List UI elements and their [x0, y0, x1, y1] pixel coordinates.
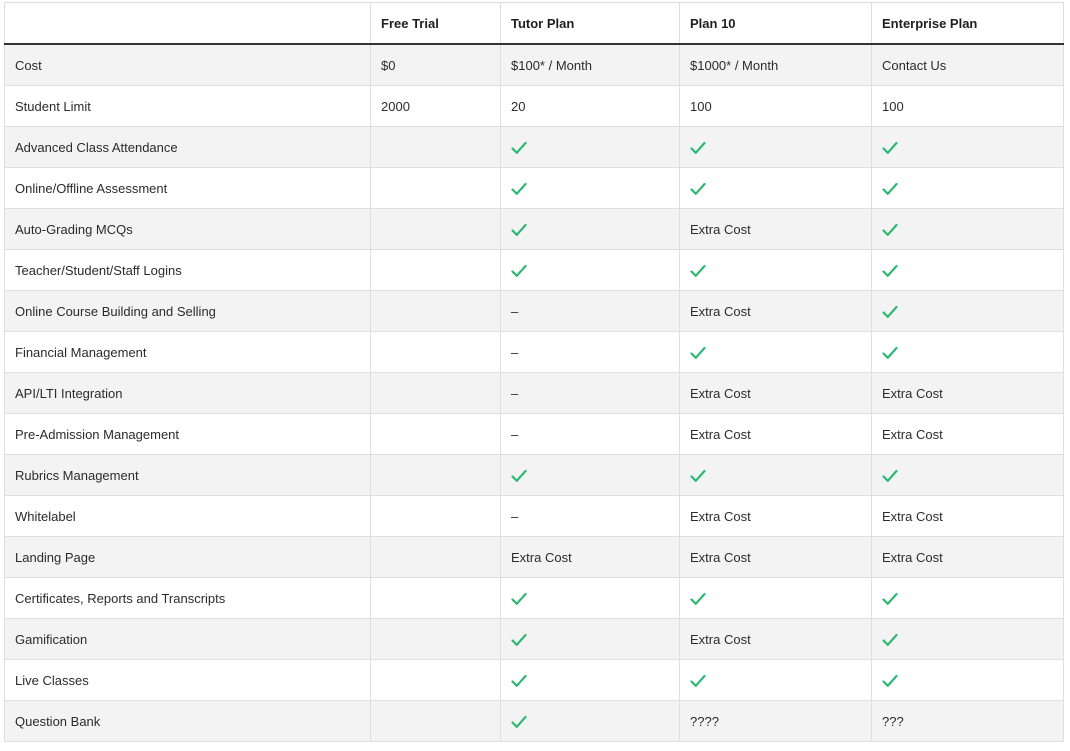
table-row	[5, 701, 1064, 742]
cell-value: $100* / Month	[511, 57, 592, 73]
check-icon	[882, 223, 898, 237]
cell-plan-10	[680, 168, 872, 209]
cell-tutor-plan	[501, 701, 680, 742]
cell-tutor-plan	[501, 127, 680, 168]
feature-label: Online/Offline Assessment	[5, 168, 371, 209]
cell-value: Extra Cost	[882, 385, 943, 401]
cell-plan-10	[680, 660, 872, 701]
cell-free-trial	[371, 332, 501, 373]
check-icon	[882, 674, 898, 688]
plan-comparison-table	[4, 2, 1064, 742]
cell-plan-10	[680, 209, 872, 250]
cell-plan-10	[680, 373, 872, 414]
cell-enterprise-plan	[872, 414, 1064, 455]
cell-enterprise-plan	[872, 291, 1064, 332]
cell-free-trial	[371, 291, 501, 332]
check-icon	[882, 182, 898, 196]
cell-plan-10	[680, 414, 872, 455]
cell-value: 20	[511, 98, 526, 114]
check-icon	[882, 633, 898, 647]
cell-value: Extra Cost	[690, 508, 751, 524]
cell-free-trial	[371, 86, 501, 127]
cell-plan-10	[680, 291, 872, 332]
cell-enterprise-plan	[872, 660, 1064, 701]
feature-label: Rubrics Management	[5, 455, 371, 496]
feature-label: Certificates, Reports and Transcripts	[5, 578, 371, 619]
cell-free-trial	[371, 496, 501, 537]
cell-tutor-plan	[501, 332, 680, 373]
cell-value: Extra Cost	[690, 303, 751, 319]
cell-tutor-plan	[501, 578, 680, 619]
cell-enterprise-plan	[872, 455, 1064, 496]
feature-label: API/LTI Integration	[5, 373, 371, 414]
cell-value: ???	[882, 713, 904, 729]
check-icon	[511, 633, 527, 647]
feature-label: Financial Management	[5, 332, 371, 373]
table-row	[5, 660, 1064, 701]
check-icon	[511, 469, 527, 483]
header-plan-10: Plan 10	[680, 3, 872, 45]
cell-value: Contact Us	[882, 57, 947, 73]
table-row	[5, 127, 1064, 168]
cell-enterprise-plan	[872, 127, 1064, 168]
cell-value: Extra Cost	[690, 426, 751, 442]
cell-plan-10	[680, 537, 872, 578]
table-row	[5, 86, 1064, 127]
dash-value: –	[511, 385, 519, 401]
table-row	[5, 168, 1064, 209]
cell-free-trial	[371, 660, 501, 701]
cell-free-trial	[371, 619, 501, 660]
table-row	[5, 332, 1064, 373]
cell-enterprise-plan	[872, 209, 1064, 250]
check-icon	[882, 469, 898, 483]
check-icon	[882, 264, 898, 278]
cell-plan-10	[680, 619, 872, 660]
cell-tutor-plan	[501, 168, 680, 209]
header-free-trial: Free Trial	[371, 3, 501, 45]
check-icon	[511, 182, 527, 196]
table-row	[5, 496, 1064, 537]
cell-enterprise-plan	[872, 701, 1064, 742]
cell-enterprise-plan	[872, 250, 1064, 291]
cell-free-trial	[371, 537, 501, 578]
cell-free-trial	[371, 250, 501, 291]
cell-enterprise-plan	[872, 332, 1064, 373]
cell-plan-10	[680, 455, 872, 496]
table-row	[5, 619, 1064, 660]
cell-value: Extra Cost	[882, 426, 943, 442]
check-icon	[511, 592, 527, 606]
cell-plan-10	[680, 127, 872, 168]
cell-plan-10	[680, 496, 872, 537]
dash-value: –	[511, 344, 519, 360]
table-row	[5, 373, 1064, 414]
table-row	[5, 455, 1064, 496]
table-body	[5, 44, 1064, 742]
cell-free-trial	[371, 209, 501, 250]
table-row	[5, 209, 1064, 250]
table-row	[5, 44, 1064, 86]
cell-tutor-plan	[501, 291, 680, 332]
cell-free-trial	[371, 168, 501, 209]
dash-value: –	[511, 426, 519, 442]
check-icon	[882, 305, 898, 319]
cell-value: $0	[381, 57, 396, 73]
cell-enterprise-plan	[872, 537, 1064, 578]
check-icon	[511, 264, 527, 278]
check-icon	[882, 141, 898, 155]
table-row	[5, 291, 1064, 332]
cell-tutor-plan	[501, 44, 680, 86]
check-icon	[690, 346, 706, 360]
feature-label: Teacher/Student/Staff Logins	[5, 250, 371, 291]
cell-enterprise-plan	[872, 619, 1064, 660]
pricing-comparison	[4, 2, 1063, 742]
check-icon	[511, 674, 527, 688]
table-header	[5, 3, 1064, 45]
cell-value: Extra Cost	[882, 549, 943, 565]
cell-tutor-plan	[501, 373, 680, 414]
cell-plan-10	[680, 44, 872, 86]
cell-value: 2000	[381, 98, 410, 114]
dash-value: –	[511, 508, 519, 524]
table-row	[5, 537, 1064, 578]
header-row	[5, 3, 1064, 45]
cell-tutor-plan	[501, 619, 680, 660]
cell-free-trial	[371, 455, 501, 496]
check-icon	[690, 592, 706, 606]
cell-tutor-plan	[501, 496, 680, 537]
cell-value: Extra Cost	[511, 549, 572, 565]
feature-label: Student Limit	[5, 86, 371, 127]
header-feature	[5, 3, 371, 45]
cell-enterprise-plan	[872, 373, 1064, 414]
feature-label: Auto-Grading MCQs	[5, 209, 371, 250]
table-row	[5, 578, 1064, 619]
cell-free-trial	[371, 414, 501, 455]
dash-value: –	[511, 303, 519, 319]
check-icon	[882, 592, 898, 606]
check-icon	[690, 469, 706, 483]
check-icon	[511, 141, 527, 155]
check-icon	[690, 674, 706, 688]
cell-value: Extra Cost	[882, 508, 943, 524]
cell-value: Extra Cost	[690, 221, 751, 237]
cell-free-trial	[371, 44, 501, 86]
cell-tutor-plan	[501, 660, 680, 701]
cell-tutor-plan	[501, 86, 680, 127]
cell-tutor-plan	[501, 209, 680, 250]
cell-plan-10	[680, 701, 872, 742]
cell-plan-10	[680, 332, 872, 373]
check-icon	[511, 715, 527, 729]
check-icon	[882, 346, 898, 360]
table-row	[5, 250, 1064, 291]
cell-free-trial	[371, 578, 501, 619]
feature-label: Gamification	[5, 619, 371, 660]
check-icon	[690, 141, 706, 155]
cell-enterprise-plan	[872, 496, 1064, 537]
cell-enterprise-plan	[872, 168, 1064, 209]
cell-enterprise-plan	[872, 578, 1064, 619]
feature-label: Advanced Class Attendance	[5, 127, 371, 168]
cell-tutor-plan	[501, 250, 680, 291]
check-icon	[690, 182, 706, 196]
cell-value: $1000* / Month	[690, 57, 779, 73]
cell-plan-10	[680, 578, 872, 619]
cell-plan-10	[680, 86, 872, 127]
cell-tutor-plan	[501, 455, 680, 496]
cell-value: Extra Cost	[690, 549, 751, 565]
feature-label: Online Course Building and Selling	[5, 291, 371, 332]
feature-label: Pre-Admission Management	[5, 414, 371, 455]
cell-enterprise-plan	[872, 86, 1064, 127]
feature-label: Whitelabel	[5, 496, 371, 537]
cell-tutor-plan	[501, 414, 680, 455]
feature-label: Landing Page	[5, 537, 371, 578]
cell-plan-10	[680, 250, 872, 291]
cell-value: ????	[690, 713, 719, 729]
table-row	[5, 414, 1064, 455]
check-icon	[511, 223, 527, 237]
feature-label: Question Bank	[5, 701, 371, 742]
feature-label: Cost	[5, 44, 371, 86]
cell-value: 100	[882, 98, 904, 114]
cell-free-trial	[371, 373, 501, 414]
feature-label: Live Classes	[5, 660, 371, 701]
cell-free-trial	[371, 701, 501, 742]
cell-tutor-plan	[501, 537, 680, 578]
cell-value: 100	[690, 98, 712, 114]
cell-value: Extra Cost	[690, 631, 751, 647]
cell-enterprise-plan	[872, 44, 1064, 86]
check-icon	[690, 264, 706, 278]
cell-free-trial	[371, 127, 501, 168]
cell-value: Extra Cost	[690, 385, 751, 401]
header-enterprise-plan: Enterprise Plan	[872, 3, 1064, 45]
header-tutor-plan: Tutor Plan	[501, 3, 680, 45]
